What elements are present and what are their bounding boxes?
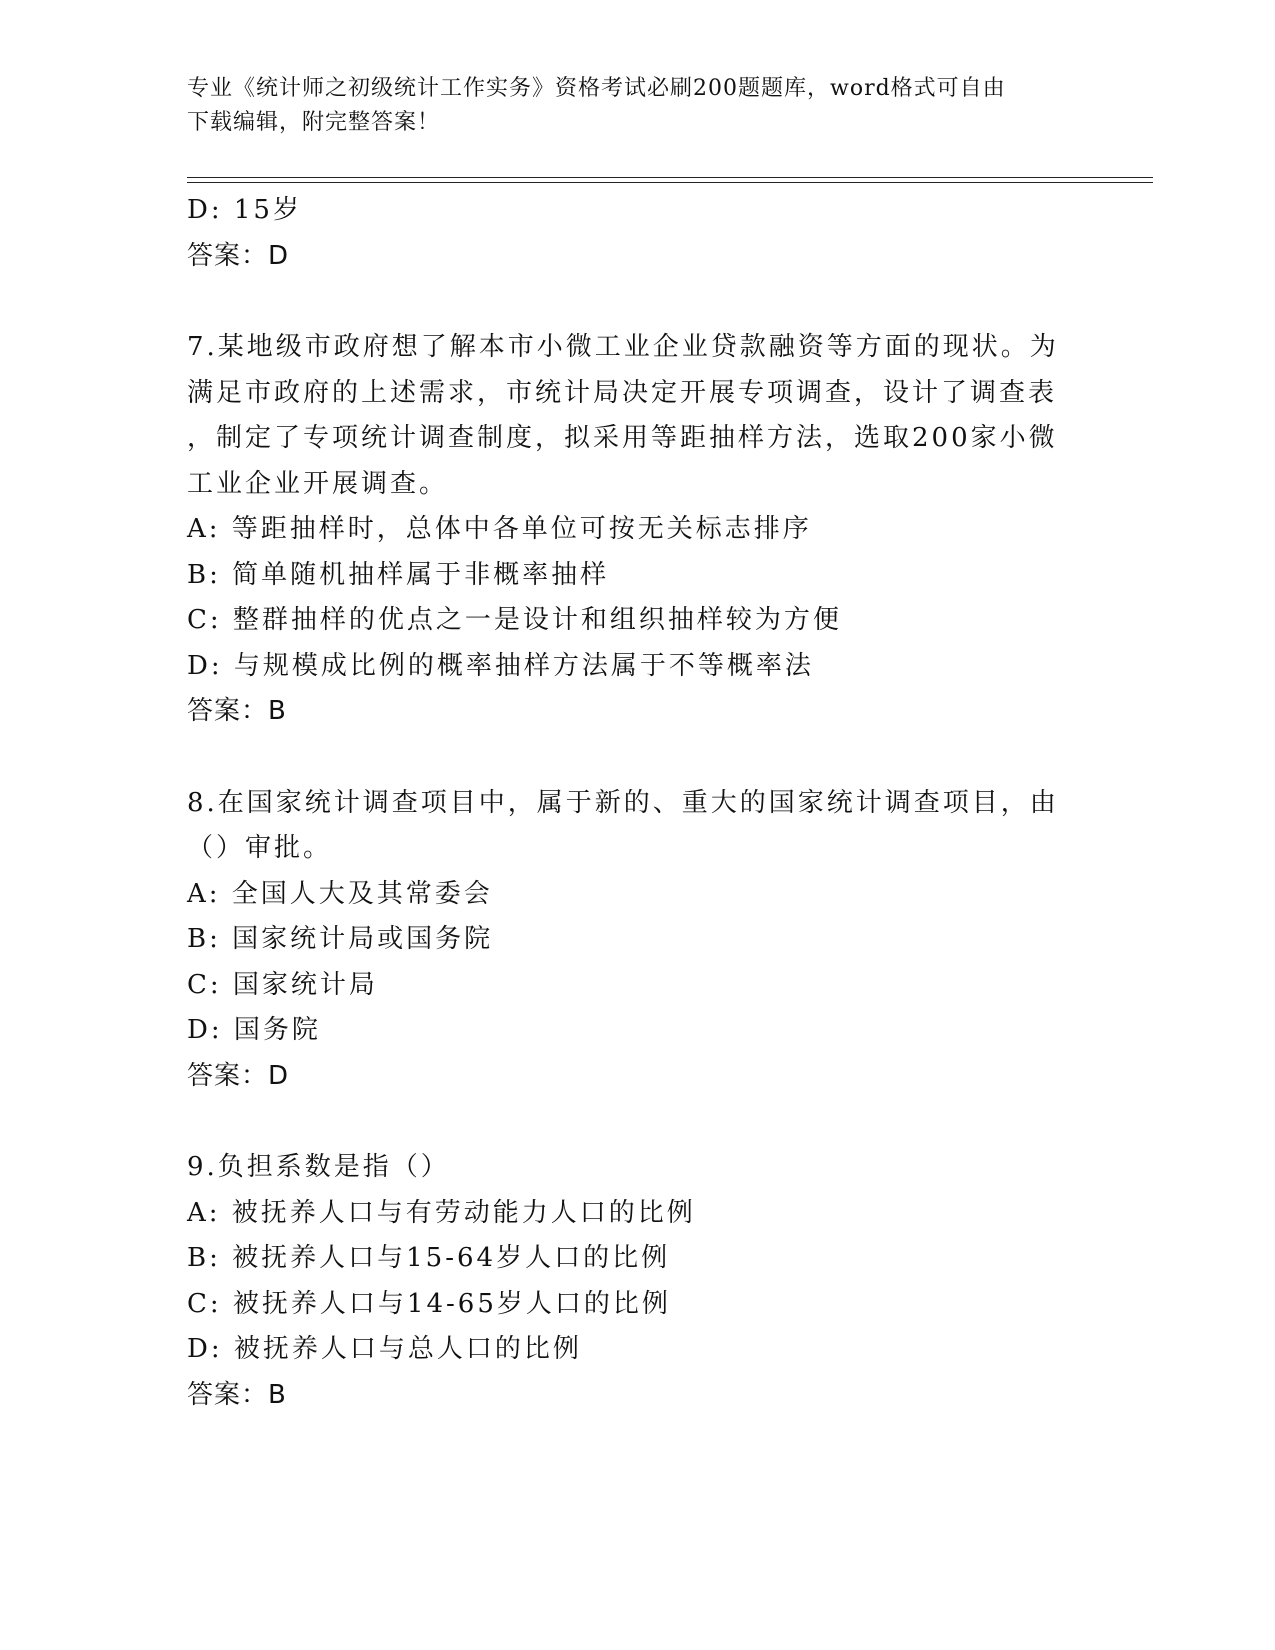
question-stem-line: 9.负担系数是指（）	[187, 1152, 450, 1182]
option-b: B: 国家统计局或国务院	[187, 924, 494, 954]
header-rule-bottom	[187, 182, 1153, 183]
option-b: B: 简单随机抽样属于非概率抽样	[187, 559, 610, 590]
header-line-2: 下载编辑，附完整答案！	[187, 110, 441, 135]
option-d: D: 国务院	[187, 1015, 321, 1045]
document-body	[187, 188, 1067, 1418]
answer-line: 答案：D	[187, 1060, 290, 1091]
header-line-1: 专业《统计师之初级统计工作实务》资格考试必刷200题题库，word格式可自由	[187, 76, 1006, 101]
option-a: A: 等距抽样时，总体中各单位可按无关标志排序	[187, 514, 812, 544]
question-8	[187, 781, 1067, 1100]
answer-line: 答案：D	[187, 240, 290, 271]
option-c: C: 国家统计局	[187, 969, 378, 1000]
answer-line: 答案：B	[187, 696, 287, 726]
previous-question-tail	[187, 188, 1067, 279]
spacer	[187, 735, 1067, 781]
question-stem-line: 7.某地级市政府想了解本市小微工业企业贷款融资等方面的现状。为	[187, 332, 1059, 362]
option-a: A: 全国人大及其常委会	[187, 878, 493, 909]
option-d: D: 被抚养人口与总人口的比例	[187, 1334, 582, 1364]
option-d: D: 与规模成比例的概率抽样方法属于不等概率法	[187, 650, 814, 681]
page-header	[187, 72, 1067, 140]
question-stem-line: 满足市政府的上述需求，市统计局决定开展专项调查，设计了调查表	[187, 377, 1058, 408]
question-9	[187, 1145, 1067, 1418]
question-stem-line: 8.在国家统计调查项目中，属于新的、重大的国家统计调查项目，由	[187, 787, 1059, 818]
option-c: C: 整群抽样的优点之一是设计和组织抽样较为方便	[187, 605, 842, 635]
spacer	[187, 279, 1067, 325]
answer-line: 答案：B	[187, 1379, 287, 1410]
spacer	[187, 1099, 1067, 1145]
question-stem-line: （）审批。	[187, 833, 333, 863]
header-rule-top	[187, 177, 1153, 178]
option-b: B: 被抚养人口与15-64岁人口的比例	[187, 1243, 671, 1273]
question-stem-line: ，制定了专项统计调查制度，拟采用等距抽样方法，选取200家小微	[187, 423, 1058, 453]
option-a: A: 被抚养人口与有劳动能力人口的比例	[187, 1197, 696, 1228]
question-7	[187, 325, 1067, 735]
option-d: D: 15岁	[187, 195, 302, 225]
option-c: C: 被抚养人口与14-65岁人口的比例	[187, 1288, 671, 1319]
question-stem-line: 工业企业开展调查。	[187, 468, 449, 499]
